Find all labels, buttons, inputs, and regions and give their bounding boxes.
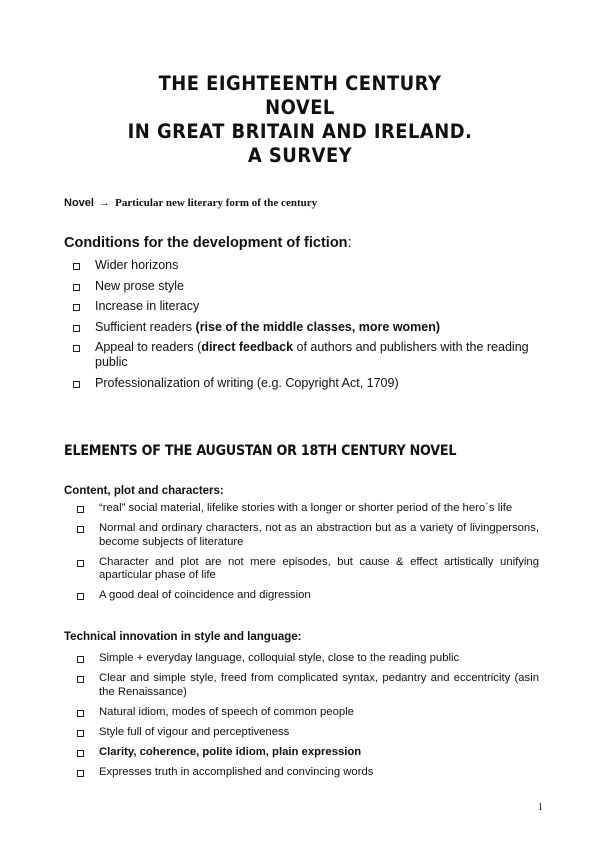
list-item xyxy=(77,726,539,740)
checkbox-bullet-icon xyxy=(77,593,84,600)
list-item-text: Expresses truth in accomplished and convincing words xyxy=(99,765,374,778)
list-item xyxy=(77,556,539,583)
checkbox-bullet-icon xyxy=(73,345,80,352)
checkbox-bullet-icon xyxy=(73,325,80,332)
list-item-text: Style full of vigour and perceptiveness xyxy=(99,725,290,738)
list-item-text: Appeal to readers ( xyxy=(95,340,202,354)
technical-innovation-heading: Technical innovation in style and language: xyxy=(64,631,302,643)
checkbox-bullet-icon xyxy=(77,676,84,683)
checkbox-bullet-icon xyxy=(77,770,84,777)
novel-definition xyxy=(64,197,317,209)
checkbox-bullet-icon xyxy=(73,381,80,388)
conditions-heading-colon: : xyxy=(347,235,352,251)
list-item xyxy=(77,746,539,760)
title-line-2: NOVEL xyxy=(265,96,335,119)
document-title xyxy=(24,72,576,168)
list-item xyxy=(77,652,539,666)
list-item-text: Sufficient readers xyxy=(95,319,196,334)
content-list xyxy=(77,502,539,609)
title-line-4: A SURVEY xyxy=(247,144,353,167)
checkbox-bullet-icon xyxy=(77,730,84,737)
conditions-heading-text: Conditions for the development of fiction xyxy=(64,235,348,251)
page-number: 1 xyxy=(538,802,543,813)
list-item-text: Simple + everyday language, colloquial style, close to the reading public xyxy=(99,652,460,664)
list-item-text: A good deal of coincidence and digression xyxy=(99,589,311,601)
checkbox-bullet-icon xyxy=(77,506,84,513)
list-item-text: Professionalization of writing (e.g. Copyright Act, 1709) xyxy=(95,375,399,390)
list-item xyxy=(73,320,553,335)
section-heading: ELEMENTS OF THE AUGUSTAN OR 18TH CENTURY NOVEL xyxy=(64,443,457,459)
list-item xyxy=(73,376,553,391)
list-item-text-post: of authors and publishers with the reading public xyxy=(95,340,529,369)
arrow-icon: → xyxy=(99,197,111,209)
conditions-list xyxy=(73,258,553,396)
list-item-text: Natural idiom, modes of speech of common people xyxy=(99,705,354,718)
title-line-3: IN GREAT BRITAIN AND IRELAND. xyxy=(127,120,473,143)
checkbox-bullet-icon xyxy=(77,710,84,717)
list-item xyxy=(73,258,553,273)
checkbox-bullet-icon xyxy=(73,304,80,311)
list-item xyxy=(77,766,539,780)
list-item xyxy=(77,522,539,549)
novel-term: Novel xyxy=(64,197,94,209)
list-item-text: Increase in literacy xyxy=(95,299,200,313)
list-item-text: “real” social material, lifelike stories with a longer or shorter period of the hero´s life xyxy=(99,502,513,514)
list-item-text: Character and plot are not mere episodes, but cause & effect artistically unifying aparticular phase of life xyxy=(99,555,539,581)
checkbox-bullet-icon xyxy=(77,526,84,533)
checkbox-bullet-icon xyxy=(77,750,84,757)
list-item-bold-text: (rise of the middle classes, more women) xyxy=(195,319,441,334)
checkbox-bullet-icon xyxy=(77,656,84,663)
list-item xyxy=(73,340,553,370)
technical-list xyxy=(77,652,539,786)
novel-definition-text: Particular new literary form of the century xyxy=(115,197,318,209)
list-item xyxy=(73,299,553,314)
title-line-1: THE EIGHTEENTH CENTURY xyxy=(158,72,442,95)
checkbox-bullet-icon xyxy=(73,284,80,291)
checkbox-bullet-icon xyxy=(77,560,84,567)
list-item xyxy=(77,672,539,699)
list-item-text: Wider horizons xyxy=(95,258,179,272)
list-item xyxy=(73,279,553,294)
list-item xyxy=(77,706,539,720)
list-item-text: Normal and ordinary characters, not as an abstraction but as a variety of livingpersons, become subjects of literature xyxy=(99,522,539,548)
list-item-bold-text: direct feedback xyxy=(201,340,294,354)
list-item xyxy=(77,589,539,603)
list-item-text: Clear and simple style, freed from complicated syntax, pedantry and eccentricity (asin the Renaissance) xyxy=(99,672,539,698)
list-item-bold-text: Clarity, coherence, polite idiom, plain expression xyxy=(99,745,362,758)
list-item-text: New prose style xyxy=(95,278,184,293)
checkbox-bullet-icon xyxy=(73,263,80,270)
conditions-heading xyxy=(64,235,352,251)
content-plot-characters-heading: Content, plot and characters: xyxy=(64,485,224,497)
list-item xyxy=(77,502,539,516)
